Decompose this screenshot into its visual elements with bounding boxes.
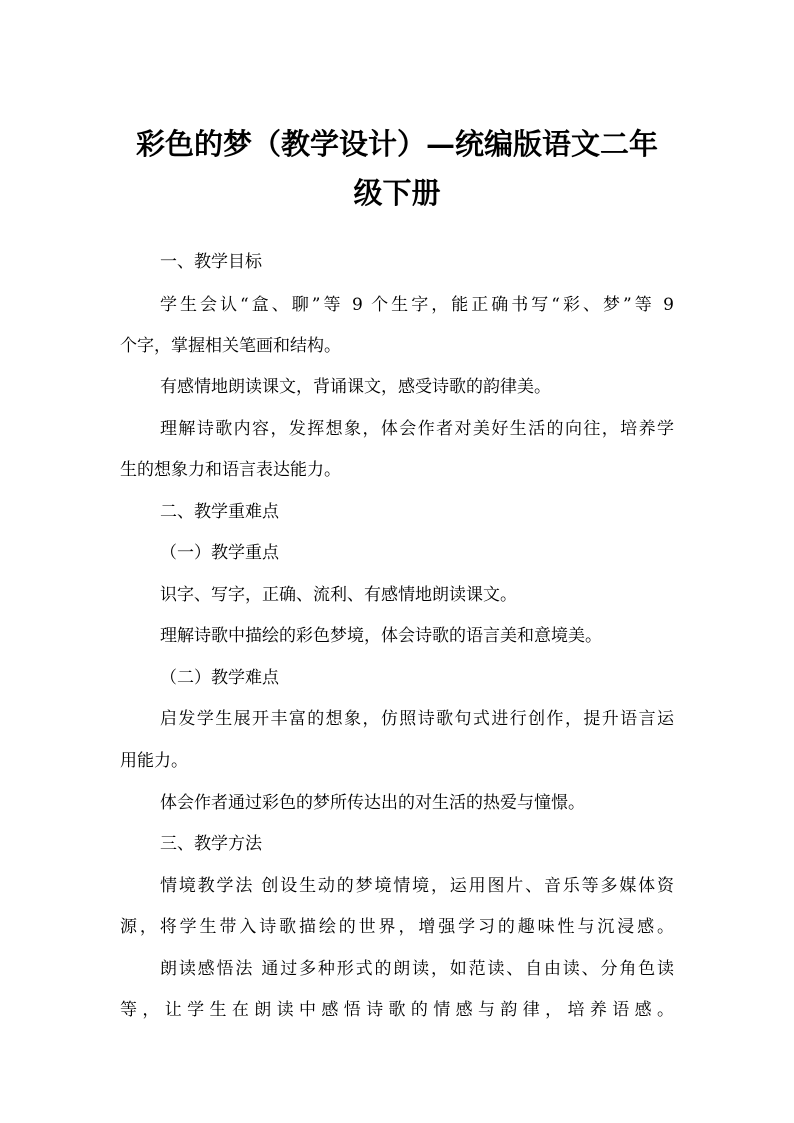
section-heading-key-difficult-points: 二、教学重难点	[160, 502, 279, 522]
goal-1-line-2: 个字，掌握相关笔画和结构。	[120, 336, 341, 356]
document-title-line-1: 彩色的梦（教学设计）—统编版语文二年	[135, 127, 658, 161]
goal-3-line-1: 理解诗歌内容，发挥想象，体会作者对美好生活的向往，培养学	[160, 419, 674, 439]
method-1-line-1: 情境教学法 创设生动的梦境情境，运用图片、音乐等多媒体资	[160, 876, 674, 896]
difficult-point-1-line-1: 启发学生展开丰富的想象，仿照诗歌句式进行创作，提升语言运	[160, 709, 674, 729]
goal-1-line-1: 学生会认“盒、聊”等 9 个生字，能正确书写“彩、梦”等 9	[160, 295, 674, 315]
goal-2: 有感情地朗读课文，背诵课文，感受诗歌的韵律美。	[160, 377, 551, 397]
subheading-difficult-points: （二）教学难点	[160, 668, 279, 688]
method-2-line-2: 等，让学生在朗读中感悟诗歌的情感与韵律，培养语感。	[120, 1000, 674, 1020]
document-title-line-2: 级下册	[353, 176, 441, 210]
difficult-point-1-line-2: 用能力。	[120, 751, 188, 771]
key-point-1: 识字、写字，正确、流利、有感情地朗读课文。	[160, 585, 517, 605]
subheading-key-points: （一）教学重点	[160, 543, 279, 563]
section-heading-teaching-methods: 三、教学方法	[160, 834, 262, 854]
goal-3-line-2: 生的想象力和语言表达能力。	[120, 460, 341, 480]
section-heading-teaching-goals: 一、教学目标	[160, 252, 262, 272]
method-1-line-2: 源，将学生带入诗歌描绘的世界，增强学习的趣味性与沉浸感。	[120, 917, 674, 937]
key-point-2: 理解诗歌中描绘的彩色梦境，体会诗歌的语言美和意境美。	[160, 626, 602, 646]
difficult-point-2: 体会作者通过彩色的梦所传达出的对生活的热爱与憧憬。	[160, 793, 585, 813]
method-2-line-1: 朗读感悟法 通过多种形式的朗读，如范读、自由读、分角色读	[160, 959, 674, 979]
